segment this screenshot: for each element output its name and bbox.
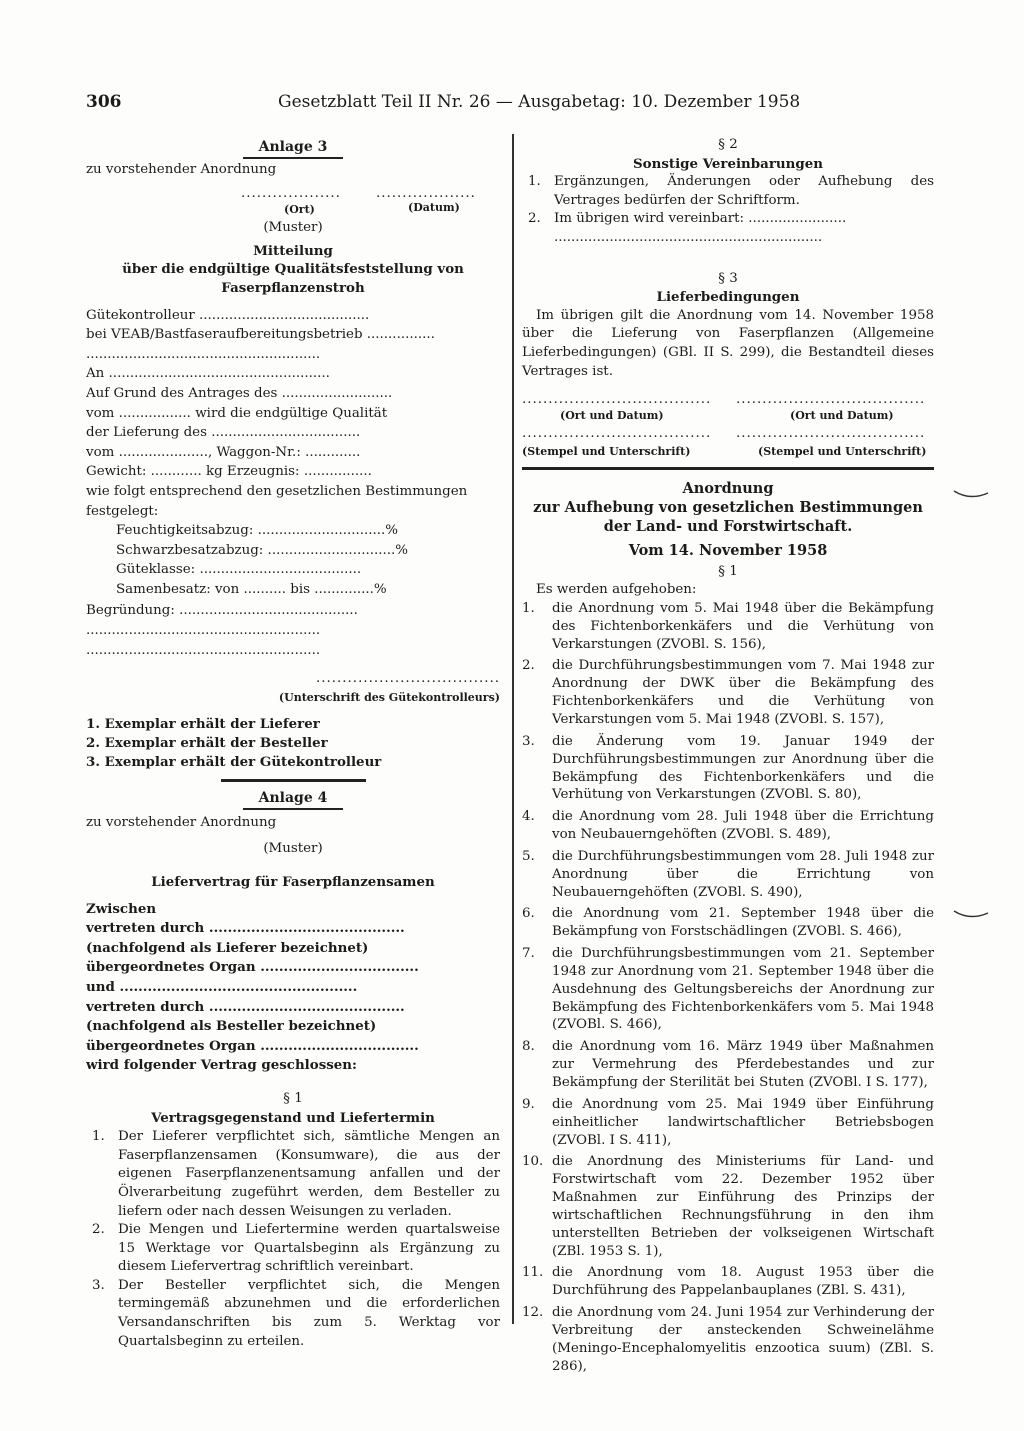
- form-line: übergeordnetes Organ ..................................: [86, 1037, 419, 1054]
- ort-datum-label-left: (Ort und Datum): [560, 409, 664, 423]
- page-number: 306: [86, 92, 122, 112]
- section-rule: [221, 779, 366, 782]
- paragraph-1-list: [86, 1128, 500, 1351]
- ort-datum-dots-left: ....................................: [522, 392, 712, 408]
- anordnung-subtitle-1: zur Aufhebung von gesetzlichen Bestimmungen: [533, 499, 923, 517]
- stempel-label-left: (Stempel und Unterschrift): [522, 445, 691, 459]
- list-item: [522, 905, 934, 941]
- list-item: [522, 733, 934, 804]
- liefervertrag-heading: Liefervertrag für Faserpflanzensamen: [151, 874, 435, 890]
- anlage3-fields: [86, 306, 500, 661]
- form-line: wird folgender Vertrag geschlossen:: [86, 1057, 357, 1074]
- item-number: 1.: [92, 1129, 105, 1145]
- datum-label: (Datum): [408, 201, 460, 215]
- item-number: 2.: [92, 1222, 105, 1238]
- anlage3-subtitle: zu vorstehender Anordnung: [86, 161, 277, 177]
- item-number: 10.: [522, 1154, 544, 1170]
- paragraph-3-title: Lieferbedingungen: [656, 289, 800, 306]
- datum-dots: ...................: [376, 186, 476, 202]
- item-number: 8.: [522, 1039, 535, 1055]
- item-text: Ergänzungen, Änderungen oder Aufhebung des Vertrages bedürfen der Schriftform.: [554, 174, 934, 208]
- item-number: 2.: [522, 658, 535, 674]
- p2-dots: ...............................................................: [554, 229, 823, 245]
- form-line: (nachfolgend als Besteller bezeichnet): [86, 1018, 377, 1035]
- item-text: die Anordnung vom 16. März 1949 über Maßnahmen zur Vermehrung des Pferdebestandes und zur Bekämpfung der Sterilität bei Stuten (ZVOBl. I S. 177),: [552, 1039, 934, 1090]
- anlage3-title: Anlage 3: [258, 139, 328, 155]
- paragraph-1-title: Vertragsgegenstand und Liefertermin: [151, 1109, 435, 1126]
- form-line: vertreten durch ..........................................: [86, 998, 405, 1015]
- list-item: [528, 173, 934, 210]
- item-text: die Anordnung vom 21. September 1948 über die Bekämpfung von Forstschädlingen (ZVOBl. S. 466),: [552, 906, 934, 940]
- signature-block: [522, 391, 934, 467]
- aufhebung-intro: Es werden aufgehoben:: [536, 582, 697, 598]
- item-number: 4.: [522, 809, 535, 825]
- item-number: 1.: [528, 174, 541, 190]
- list-item: [522, 945, 934, 1034]
- list-item: [528, 210, 934, 229]
- item-number: 6.: [522, 906, 535, 922]
- anlage3-muster: (Muster): [263, 220, 323, 236]
- form-line: vertreten durch ..........................................: [86, 920, 405, 937]
- item-number: 3.: [92, 1277, 105, 1293]
- margin-pencil-mark: [952, 485, 992, 505]
- form-line: .......................................................: [86, 346, 321, 362]
- item-text: Der Besteller verpflichtet sich, die Mengen termingemäß abzunehmen und die erforderlichen Versandanschriften bis zum 5. Werktag vor Quartalsbeginn zu erteilen.: [118, 1277, 500, 1349]
- form-line: festgelegt:: [86, 503, 159, 519]
- stempel-dots-left: ....................................: [522, 426, 712, 442]
- paragraph-2-list: [522, 173, 934, 229]
- anlage4-muster: (Muster): [263, 841, 323, 857]
- item-number: 1.: [522, 600, 535, 616]
- form-line: vom ....................., Waggon-Nr.: .............: [86, 444, 361, 460]
- right-rule-wrap: [522, 467, 934, 477]
- form-line: der Lieferung des ...................................: [86, 425, 361, 441]
- item-text: die Anordnung vom 28. Juli 1948 über die Errichtung von Neubauerngehöften (ZVOBl. S. 489),: [552, 809, 934, 843]
- form-line: (nachfolgend als Lieferer bezeichnet): [86, 939, 369, 956]
- item-text: die Änderung vom 19. Januar 1949 der Durchführungsbestimmungen zur Anordnung über die Bekämpfung des Fichtenborkenkäfers und die Verhütung von Verkarstungen (ZVOBl. S. 80),: [552, 733, 934, 803]
- anlage3-underline: [243, 157, 343, 159]
- form-line-indented: Güteklasse: ......................................: [116, 562, 362, 578]
- form-line: Auf Grund des Antrages des ..........................: [86, 385, 393, 401]
- signature-label: (Unterschrift des Gütekontrolleurs): [278, 690, 500, 704]
- form-line-indented: Feuchtigkeitsabzug: ..............................%: [116, 523, 399, 539]
- stempel-dots-right: ....................................: [736, 426, 926, 442]
- exemplar-line: 2. Exemplar erhält der Besteller: [86, 735, 328, 752]
- form-line: wie folgt entsprechend den gesetzlichen Bestimmungen: [86, 483, 468, 499]
- item-number: 2.: [528, 211, 541, 227]
- item-number: 12.: [522, 1305, 544, 1321]
- ort-label: (Ort): [284, 203, 315, 217]
- item-text: die Durchführungsbestimmungen vom 21. September 1948 zur Anordnung vom 21. September 1948 über die Ausdehnung des Geltungsbereichs der Anordnung zur Bekämpfung des Fichtenborkenkäfers vom 5. Mai 1948 (ZVOBl. S. 466),: [552, 946, 934, 1033]
- anlage4-underline: [243, 808, 343, 810]
- stempel-label-right: (Stempel und Unterschrift): [758, 445, 927, 459]
- item-number: 11.: [522, 1265, 544, 1281]
- list-item: [522, 1304, 934, 1375]
- section-rule: [522, 467, 934, 470]
- right-column: [522, 136, 934, 1376]
- list-item: [92, 1128, 500, 1221]
- mitteilung-heading-2: über die endgültige Qualitätsfeststellung von: [122, 261, 464, 278]
- anlage4-title: Anlage 4: [258, 790, 328, 807]
- margin-pencil-mark: [952, 905, 992, 925]
- item-text: Die Mengen und Liefertermine werden quartalsweise 15 Werktage vor Quartalsbeginn als Ergänzung zu diesem Liefervertrag schriftlich vereinbart.: [118, 1222, 500, 1275]
- aufhebung-list: [522, 600, 934, 1376]
- form-line: Gütekontrolleur ........................................: [86, 307, 370, 323]
- list-item: [522, 1264, 934, 1300]
- column-divider: [512, 134, 514, 1324]
- anlage4-fields: [86, 900, 500, 1076]
- paragraph-3-text: Im übrigen gilt die Anordnung vom 14. November 1958 über die Lieferung von Faserpflanzen (Allgemeine Lieferbedingungen) (GBl. II S. 299), die Bestandteil dieses Vertrages ist.: [522, 307, 934, 379]
- form-line-indented: Schwarzbesatzabzug: ..............................%: [116, 542, 408, 558]
- list-item: [522, 1096, 934, 1150]
- list-item: [522, 1038, 934, 1092]
- ort-datum-block: [86, 185, 500, 219]
- item-number: 3.: [522, 733, 535, 749]
- anlage4-subtitle: zu vorstehender Anordnung: [86, 814, 277, 830]
- item-number: 5.: [522, 848, 535, 864]
- item-text: die Anordnung des Ministeriums für Land- und Forstwirtschaft vom 22. Dezember 1952 über Maßnahmen zur Einführung des Prinzips der wirtschaftlichen Rechnungsführung in den ihm unterstellten Betrieben der volkseigenen Wirtschaft (ZBl. 1953 S. 1),: [552, 1154, 934, 1259]
- begruendung-line: .......................................................: [86, 642, 321, 658]
- list-item: [522, 808, 934, 844]
- paragraph-1-number: § 1: [283, 1090, 303, 1106]
- mitteilung-heading-3: Faserpflanzenstroh: [221, 279, 365, 296]
- exemplar-line: 3. Exemplar erhält der Gütekontrolleur: [86, 753, 382, 770]
- item-text: die Durchführungsbestimmungen vom 7. Mai 1948 zur Anordnung der DWK über die Bekämpfung des Fichtenborkenkäfers und die Verhütung von Verkarstungen vom 5. Mai 1948 (ZVOBl. S. 157),: [552, 658, 934, 727]
- page-header: [86, 92, 946, 116]
- item-text: die Anordnung vom 24. Juni 1954 zur Verhinderung der Verbreitung der ansteckenden Schweinelähme (Meningo-Encephalomyelitis enzootica suum) (ZBl. S. 286),: [552, 1305, 934, 1374]
- form-line: An ....................................................: [86, 366, 330, 382]
- list-item: [522, 657, 934, 728]
- item-text: die Durchführungsbestimmungen vom 28. Juli 1948 zur Anordnung über die Errichtung von Neubauerngehöften (ZVOBl. S. 490),: [552, 848, 934, 900]
- form-line: Zwischen: [86, 900, 157, 917]
- anordnung-title: Anordnung: [682, 480, 774, 498]
- paragraph-2-number: § 2: [718, 137, 738, 152]
- item-text: Der Lieferer verpflichtet sich, sämtliche Mengen an Faserpflanzensamen (Konsumware), die aus der eigenen Faserpflanzenentsamung anfallen und der Ölverarbeitung zugeführt werden, dem Besteller zu liefern oder nach dessen Weisungen zu verladen.: [118, 1129, 500, 1219]
- anordnung-subtitle-2: der Land- und Forstwirtschaft.: [603, 518, 853, 536]
- item-text: die Anordnung vom 18. August 1953 über die Durchführung des Pappelanbauplanes (ZBl. S. 431),: [552, 1265, 934, 1299]
- gazette-title: Gesetzblatt Teil II Nr. 26 — Ausgabetag: 10. Dezember 1958: [278, 92, 801, 112]
- item-number: 9.: [522, 1096, 535, 1112]
- list-item: [522, 600, 934, 654]
- signature-dots: ...................................: [316, 671, 500, 687]
- form-line: bei VEAB/Bastfaseraufbereitungsbetrieb ................: [86, 327, 435, 343]
- left-column: [86, 138, 500, 1351]
- ort-datum-dots-right: ....................................: [736, 392, 926, 408]
- begruendung-line: .......................................................: [86, 623, 321, 639]
- item-text: die Anordnung vom 5. Mai 1948 über die Bekämpfung des Fichtenborkenkäfers und die Verhütung von Verkarstungen (ZVOBl. S. 156),: [552, 600, 934, 652]
- form-line: vom ................. wird die endgültige Qualität: [86, 405, 388, 421]
- form-line-indented: Samenbesatz: von .......... bis ..............%: [116, 581, 387, 597]
- ort-datum-label-right: (Ort und Datum): [790, 409, 894, 423]
- form-line: und ...................................................: [86, 978, 358, 995]
- list-item: [92, 1221, 500, 1277]
- begruendung-line: Begründung: ..........................................: [86, 603, 358, 619]
- list-item: [522, 1153, 934, 1260]
- paragraph-3-number: § 3: [718, 270, 738, 286]
- form-line: übergeordnetes Organ ..................................: [86, 959, 419, 976]
- list-item: [522, 848, 934, 902]
- section-rule-wrap: [86, 771, 500, 783]
- item-text: Im übrigen wird vereinbart: .......................: [554, 211, 847, 227]
- item-text: die Anordnung vom 25. Mai 1949 über Einführung einheitlicher landwirtschaftlicher Betriebsbogen (ZVOBl. I S. 411),: [552, 1096, 934, 1148]
- paragraph-2-title: Sonstige Vereinbarungen: [633, 155, 823, 172]
- anlage4-underline-wrap: [86, 808, 500, 810]
- item-number: 7.: [522, 946, 535, 962]
- section-1-number: § 1: [718, 563, 738, 579]
- anordnung-date: Vom 14. November 1958: [628, 542, 828, 560]
- mitteilung-heading: Mitteilung: [253, 242, 333, 259]
- ort-dots: ...................: [241, 186, 341, 202]
- form-line: Gewicht: ............ kg Erzeugnis: ................: [86, 464, 372, 480]
- exemplar-line: 1. Exemplar erhält der Lieferer: [86, 716, 320, 733]
- list-item: [92, 1277, 500, 1351]
